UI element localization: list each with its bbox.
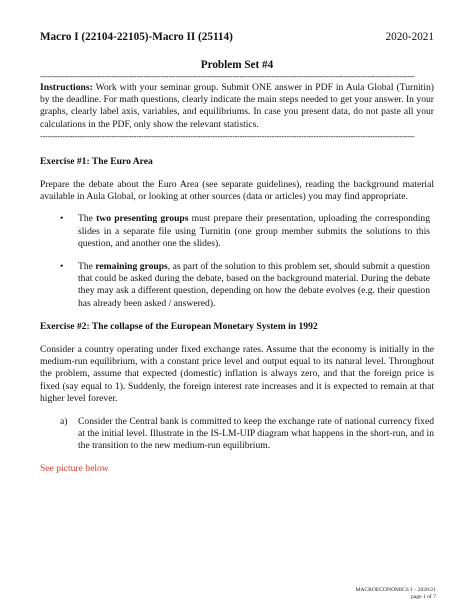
bullet-icon: • xyxy=(60,213,64,225)
dashed-divider-top: -------------------------------------------------------------------------------------------------------------------------------------------------------- xyxy=(40,72,415,81)
see-picture-note: See picture below xyxy=(40,462,109,474)
instructions-text: Work with your seminar group. Submit ONE answer in PDF in Aula Global (Turnitin) by the deadline. For math questions, clearly indicate the main steps needed to get your answer. In your graphs, clearly label axis, variables, and equilibriums. In case you present data, do not paste all your calculations in the PDF, only show the relevant statistics. xyxy=(40,82,434,130)
course-title: Macro I (22104-22105)-Macro II (25114) xyxy=(40,31,233,43)
problem-set-title: Problem Set #4 xyxy=(200,59,274,71)
exercise2-item-a xyxy=(40,416,434,453)
exercise1-title: Exercise #1: The Euro Area xyxy=(40,155,153,167)
footer-course: MACROECONOMICS I – 2020/21 xyxy=(355,587,436,593)
bullet-text-after: , as part of the solution to this problem set, should submit a question that could be asked during the debate, based on the background material. During the debate they may ask a different question, depending on how the debate evolves (e.g. their question has already been asked / answered). xyxy=(78,261,430,309)
bullet-text-after: must prepare their presentation, uploading the corresponding slides in a separate file using Turnitin (one group member submits the solutions to this question, and another one the slides). xyxy=(78,213,430,249)
exercise2-title: Exercise #2: The collapse of the European Monetary System in 1992 xyxy=(40,320,318,332)
page-footer xyxy=(355,587,436,601)
list-item xyxy=(40,213,434,250)
bullet-bold-text: remaining groups xyxy=(95,261,168,273)
exercise1-intro: Prepare the debate about the Euro Area (see separate guidelines), reading the background material available in Aula Global, or looking at other sources (data or articles) you may find appropriate. xyxy=(40,179,434,203)
dashed-divider-bottom: -------------------------------------------------------------------------------------------------------------------------------------------------------- xyxy=(40,131,415,141)
instructions-block xyxy=(40,82,434,131)
list-item xyxy=(40,261,434,310)
academic-year: 2020-2021 xyxy=(385,31,434,43)
bullet-text-before: The xyxy=(78,261,96,273)
item-a-text: Consider the Central bank is committed to keep the exchange rate of national currency fixed at the initial level. Illustrate in the IS-LM-UIP diagram what happens in the short-run, and in the transition to the new medium-run equilibrium. xyxy=(78,416,434,452)
bullet-text-before: The xyxy=(78,213,97,225)
exercise1-bullet-list xyxy=(40,213,434,309)
item-a-marker: a) xyxy=(60,416,68,428)
page-header xyxy=(40,30,434,44)
instructions-label: Instructions: xyxy=(40,82,93,93)
exercise2-intro: Consider a country operating under fixed exchange rates. Assume that the economy is initially in the medium-run equilibrium, with a constant price level and output equal to its natural level. Throughout the problem, assume that expected (domestic) inflation is always zero, and that the foreign price is fixed (say equal to 1). Suddenly, the foreign interest rate increases and it is expected to remain at that higher level forever. xyxy=(40,344,434,404)
footer-page-number: page 1 of 7 xyxy=(410,594,436,600)
bullet-bold-text: two presenting groups xyxy=(96,213,189,225)
bullet-icon: • xyxy=(60,261,64,273)
